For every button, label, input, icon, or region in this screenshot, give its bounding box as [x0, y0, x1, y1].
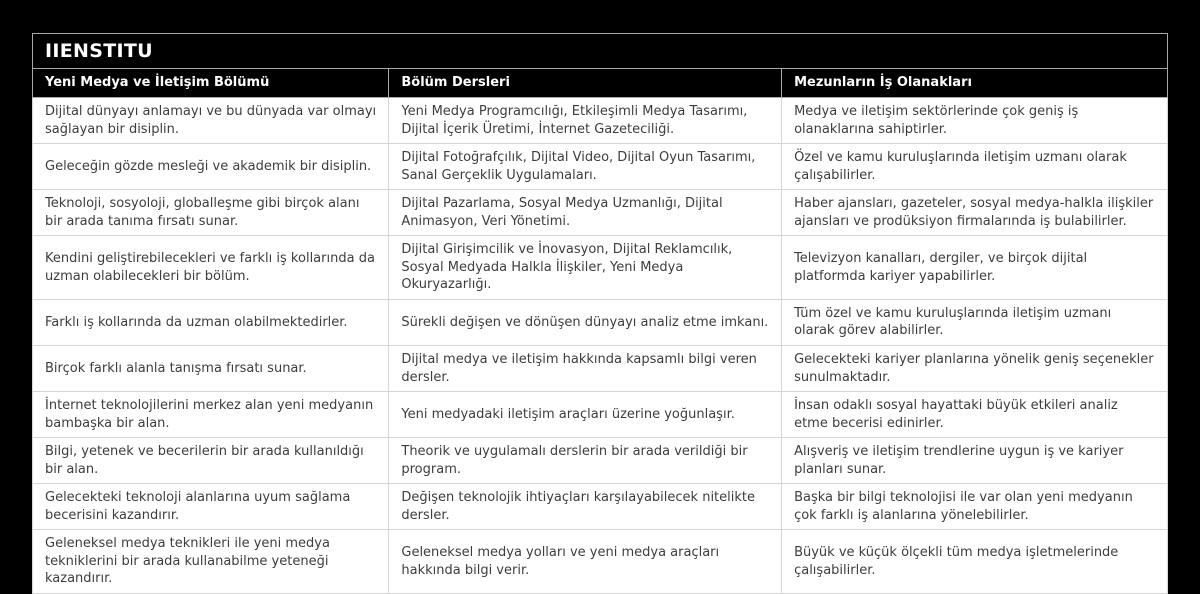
table-cell: Alışveriş ve iletişim trendlerine uygun iş ve kariyer planları sunar. — [782, 438, 1168, 484]
table-cell: Geleceğin gözde mesleği ve akademik bir disiplin. — [33, 144, 389, 190]
table-row — [33, 299, 1168, 345]
page-title: IIENSTITU — [32, 33, 1168, 68]
table-row — [33, 190, 1168, 236]
data-table — [32, 68, 1168, 594]
table-cell: Sürekli değişen ve dönüşen dünyayı analiz etme imkanı. — [389, 299, 782, 345]
table-row — [33, 236, 1168, 300]
table-row — [33, 98, 1168, 144]
table-cell: Kendini geliştirebilecekleri ve farklı iş kollarında da uzman olabilecekleri bir bölüm. — [33, 236, 389, 300]
table-cell: Yeni medyadaki iletişim araçları üzerine yoğunlaşır. — [389, 392, 782, 438]
column-header-courses: Bölüm Dersleri — [389, 69, 782, 98]
content-table — [32, 33, 1168, 594]
table-row — [33, 484, 1168, 530]
table-row — [33, 346, 1168, 392]
column-header-department: Yeni Medya ve İletişim Bölümü — [33, 69, 389, 98]
table-cell: Yeni Medya Programcılığı, Etkileşimli Medya Tasarımı, Dijital İçerik Üretimi, İnternet Gazeteciliği. — [389, 98, 782, 144]
table-cell: İnsan odaklı sosyal hayattaki büyük etkileri analiz etme becerisi edinirler. — [782, 392, 1168, 438]
table-cell: Dijital dünyayı anlamayı ve bu dünyada var olmayı sağlayan bir disiplin. — [33, 98, 389, 144]
table-cell: Özel ve kamu kuruluşlarında iletişim uzmanı olarak çalışabilirler. — [782, 144, 1168, 190]
table-cell: Televizyon kanalları, dergiler, ve birçok dijital platformda kariyer yapabilirler. — [782, 236, 1168, 300]
table-row — [33, 438, 1168, 484]
table-body — [33, 98, 1168, 594]
table-row — [33, 530, 1168, 594]
table-cell: Haber ajansları, gazeteler, sosyal medya-halkla ilişkiler ajansları ve prodüksiyon firmalarında iş bulabilirler. — [782, 190, 1168, 236]
table-cell: Theorik ve uygulamalı derslerin bir arada verildiği bir program. — [389, 438, 782, 484]
table-cell: Medya ve iletişim sektörlerinde çok geniş iş olanaklarına sahiptirler. — [782, 98, 1168, 144]
table-header-row — [33, 69, 1168, 98]
table-cell: Teknoloji, sosyoloji, globalleşme gibi birçok alanı bir arada tanıma fırsatı sunar. — [33, 190, 389, 236]
table-row — [33, 392, 1168, 438]
table-cell: Dijital medya ve iletişim hakkında kapsamlı bilgi veren dersler. — [389, 346, 782, 392]
table-cell: Bilgi, yetenek ve becerilerin bir arada kullanıldığı bir alan. — [33, 438, 389, 484]
table-cell: Gelecekteki teknoloji alanlarına uyum sağlama becerisini kazandırır. — [33, 484, 389, 530]
table-cell: Dijital Fotoğrafçılık, Dijital Video, Dijital Oyun Tasarımı, Sanal Gerçeklik Uygulamaları. — [389, 144, 782, 190]
table-cell: Değişen teknolojik ihtiyaçları karşılayabilecek nitelikte dersler. — [389, 484, 782, 530]
table-cell: Büyük ve küçük ölçekli tüm medya işletmelerinde çalışabilirler. — [782, 530, 1168, 594]
table-cell: Geleneksel medya yolları ve yeni medya araçları hakkında bilgi verir. — [389, 530, 782, 594]
table-cell: Dijital Girişimcilik ve İnovasyon, Dijital Reklamcılık, Sosyal Medyada Halkla İlişkiler, Yeni Medya Okuryazarlığı. — [389, 236, 782, 300]
table-cell: Dijital Pazarlama, Sosyal Medya Uzmanlığı, Dijital Animasyon, Veri Yönetimi. — [389, 190, 782, 236]
table-cell: Geleneksel medya teknikleri ile yeni medya tekniklerini bir arada kullanabilme yeteneği kazandırır. — [33, 530, 389, 594]
column-header-job-opportunities: Mezunların İş Olanakları — [782, 69, 1168, 98]
table-cell: İnternet teknolojilerini merkez alan yeni medyanın bambaşka bir alan. — [33, 392, 389, 438]
table-cell: Birçok farklı alanla tanışma fırsatı sunar. — [33, 346, 389, 392]
table-cell: Tüm özel ve kamu kuruluşlarında iletişim uzmanı olarak görev alabilirler. — [782, 299, 1168, 345]
table-row — [33, 144, 1168, 190]
table-cell: Farklı iş kollarında da uzman olabilmektedirler. — [33, 299, 389, 345]
table-cell: Başka bir bilgi teknolojisi ile var olan yeni medyanın çok farklı iş alanlarına yönelebilirler. — [782, 484, 1168, 530]
table-cell: Gelecekteki kariyer planlarına yönelik geniş seçenekler sunulmaktadır. — [782, 346, 1168, 392]
